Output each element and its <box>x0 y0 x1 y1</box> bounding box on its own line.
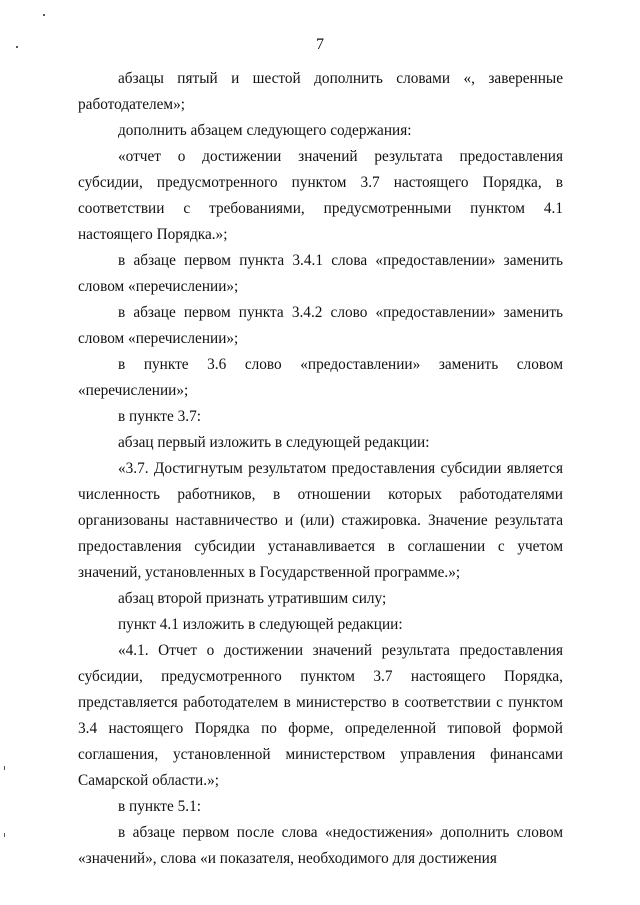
paragraph: «отчет о достижении значений результата предоставления субсидии, предусмотренного пунктом 3.7 настоящего Порядка, в соответствии с требованиями, предусмотренными пунктом 4.1 настоящего Порядка.»; <box>78 148 563 243</box>
document-body <box>78 66 563 872</box>
paragraph: «3.7. Достигнутым результатом предоставления субсидии является численность работников, в отношении которых работодателями организованы наставничество и (или) стажировка. Значение результата предоставления субсидии устанавливается в соглашении с учетом значений, установленных в Государственной программе.»; <box>78 460 563 581</box>
scan-speck <box>4 766 5 770</box>
scan-speck <box>4 833 5 837</box>
paragraph: абзац первый изложить в следующей редакции: <box>118 434 430 451</box>
scan-speck <box>16 46 18 48</box>
paragraph: пункт 4.1 изложить в следующей редакции: <box>118 616 403 633</box>
scan-speck <box>43 14 45 16</box>
paragraph: в абзаце первом пункта 3.4.1 слова «предоставлении» заменить словом «перечислении»; <box>78 252 563 295</box>
paragraph: в абзаце первом после слова «недостижения» дополнить словом «значений», слова «и показателя, необходимого для достижения <box>78 824 563 867</box>
paragraph: абзац второй признать утратившим силу; <box>118 590 387 607</box>
paragraph: в пункте 3.7: <box>118 408 201 425</box>
paragraph: «4.1. Отчет о достижении значений результата предоставления субсидии, предусмотренного пунктом 3.7 настоящего Порядка, представляется работодателем в министерство в соответствии с пунктом 3.4 настоящего Порядка по форме, определенной типовой формой соглашения, установленной министерством управления финансами Самарской области.»; <box>78 642 563 789</box>
page-number: 7 <box>316 36 324 53</box>
paragraph: дополнить абзацем следующего содержания: <box>118 122 412 139</box>
paragraph: в пункте 5.1: <box>118 798 201 815</box>
paragraph: в абзаце первом пункта 3.4.2 слово «предоставлении» заменить словом «перечислении»; <box>78 304 563 347</box>
paragraph: в пункте 3.6 слово «предоставлении» заменить словом «перечислении»; <box>78 356 563 399</box>
paragraph: абзацы пятый и шестой дополнить словами «, заверенные работодателем»; <box>78 70 563 113</box>
